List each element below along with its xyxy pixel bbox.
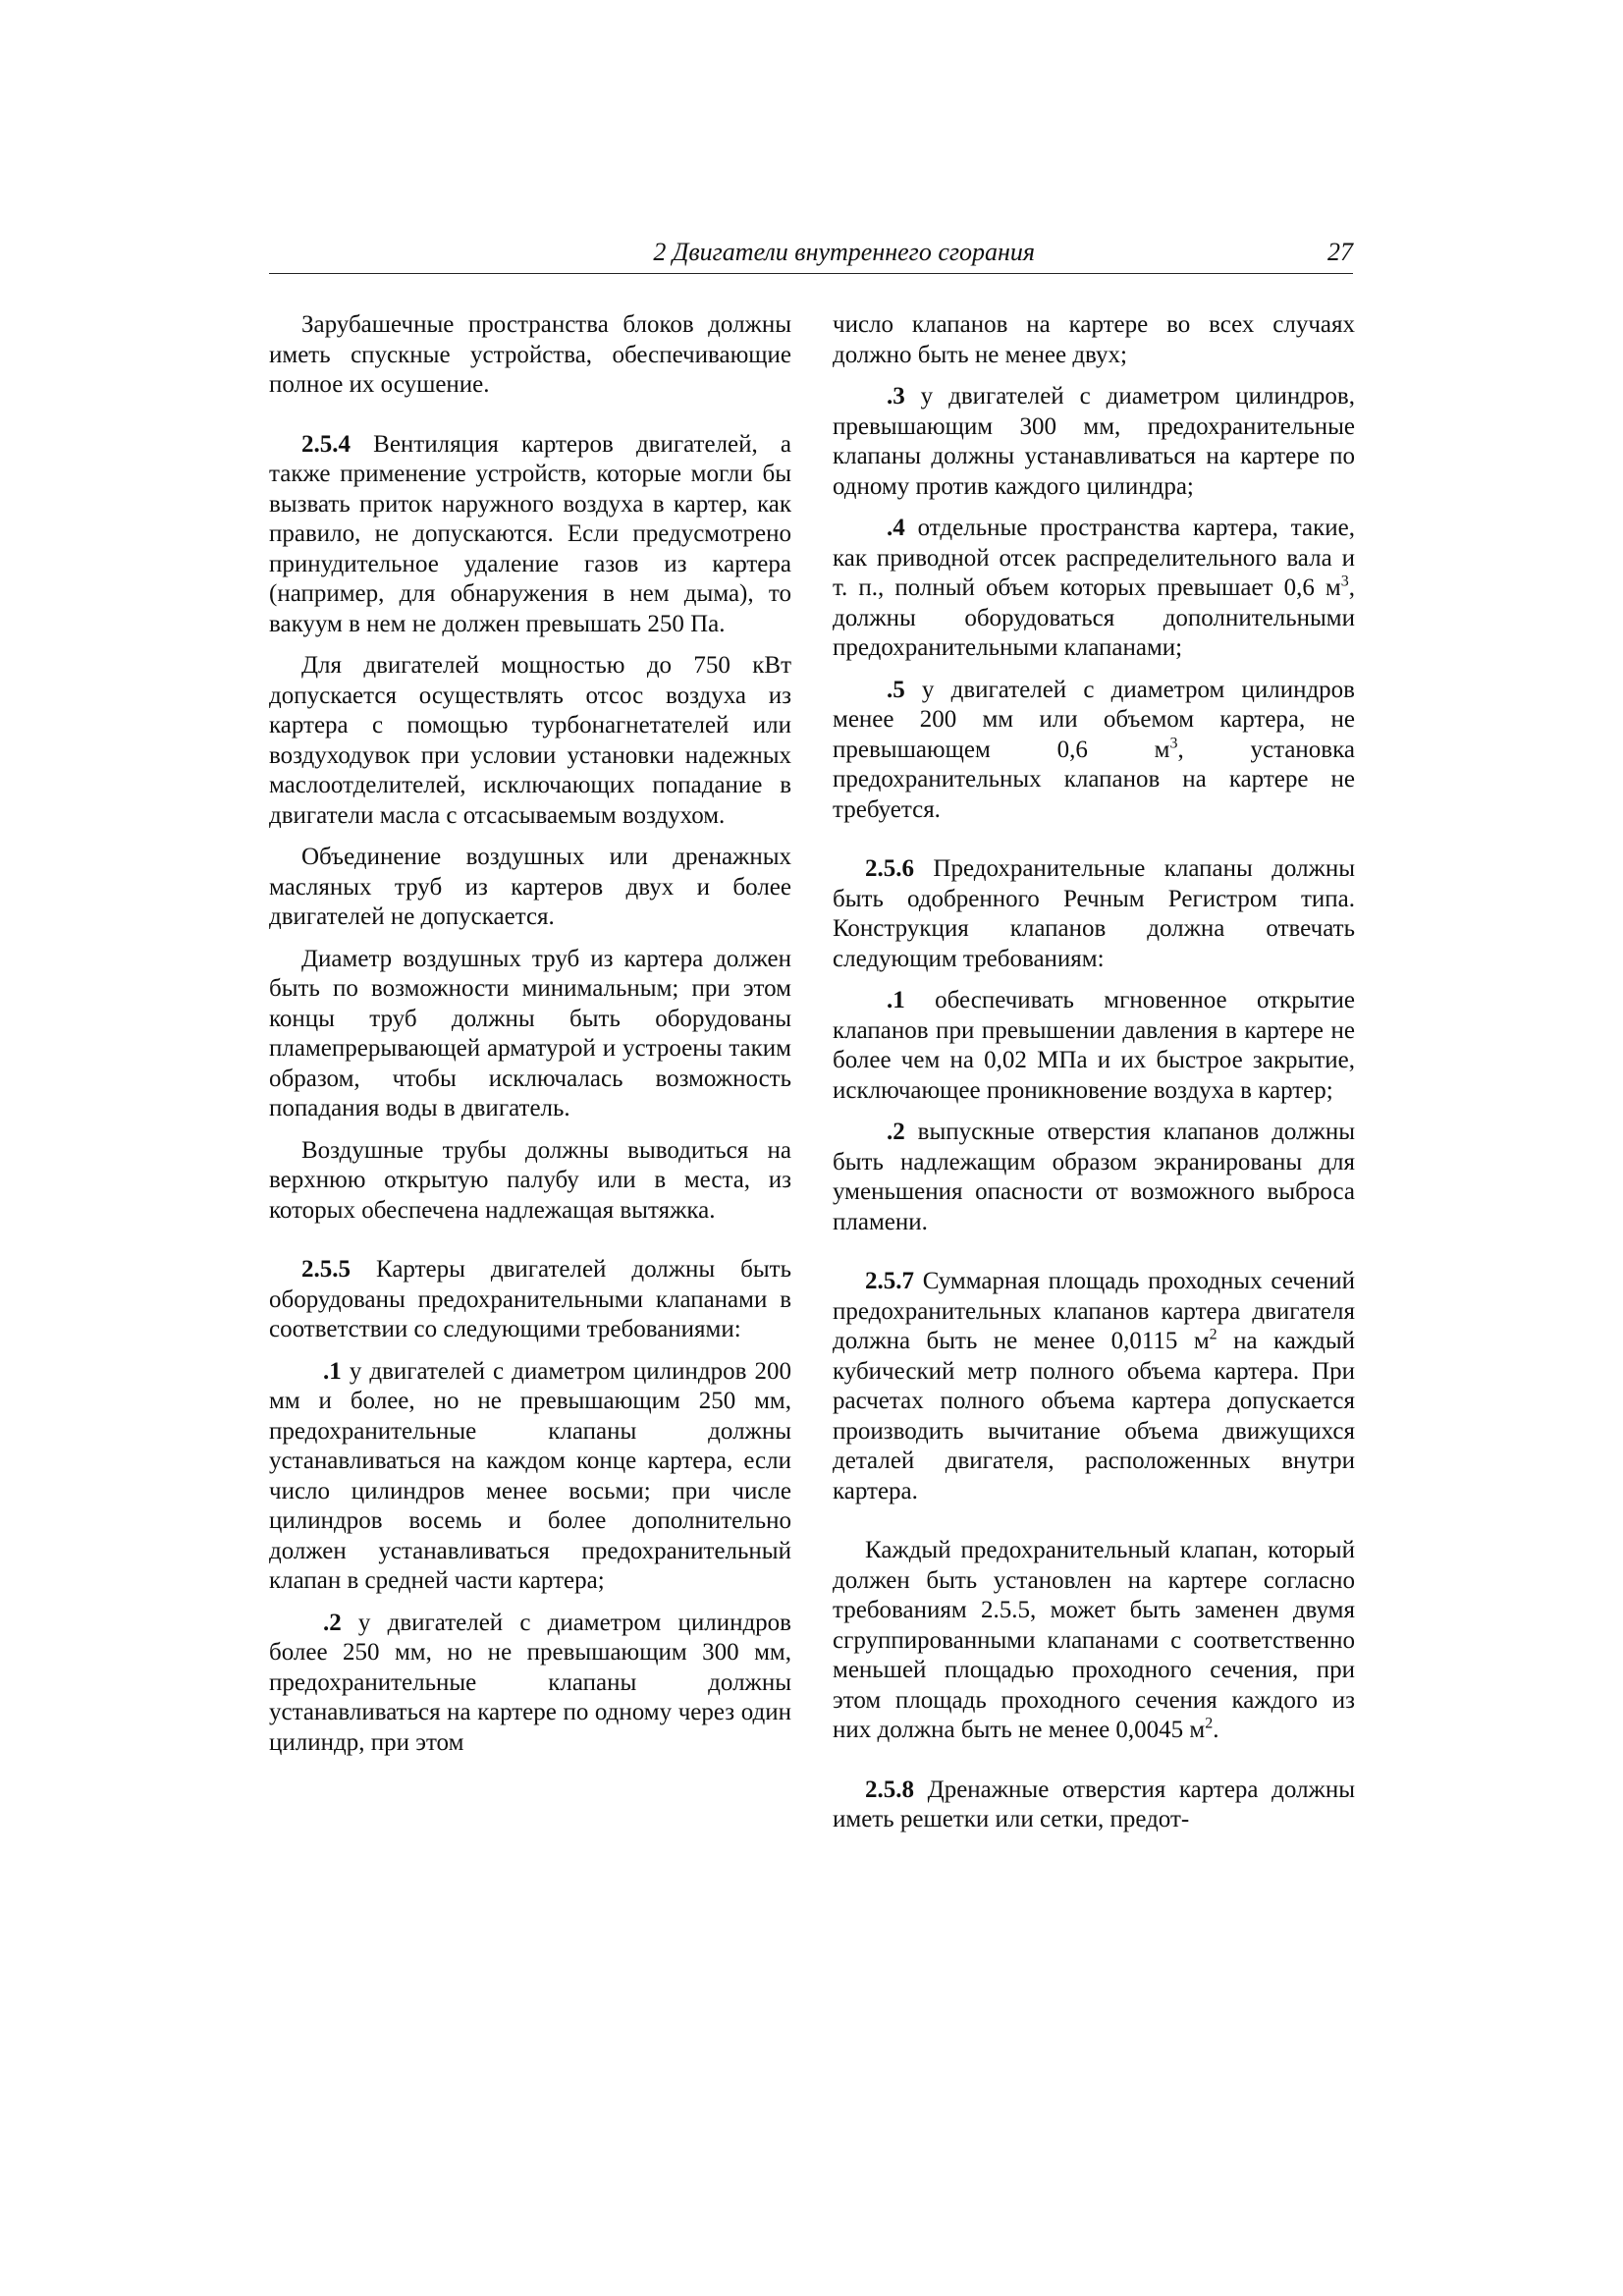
- item-number: .1: [323, 1357, 342, 1385]
- left-column: [269, 310, 791, 1770]
- clause-2-5-8: 2.5.8 Дренажные отверстия картера должны иметь решетки или сетки, предот-: [833, 1776, 1355, 1832]
- item-number: .1: [887, 987, 905, 1013]
- list-item: .2 у двигателей с диаметром цилиндров более 250 мм, но не превышающим 300 мм, предохранительные клапаны должны устанавливаться на картере по одному через один цилиндр, при этом: [269, 1609, 791, 1756]
- clause-2-5-4: 2.5.4 Вентиляция картеров двигателей, а также применение устройств, которые могли бы вызвать приток наружного воздуха в картер, как правило, не допускаются. Если предусмотрено принудительное удаление газов из картера (например, для обнаружения в нем дыма), то вакуум в нем не должен превышать 250 Па.: [269, 430, 791, 637]
- list-item: .5 у двигателей с диаметром цилиндров менее 200 мм или объемом картера, не превышающем 0,6 $м^3$, установка предохранительных клапанов на картере не требуется.: [833, 676, 1355, 823]
- list-item: .3 у двигателей с диаметром цилиндров, превышающим 300 мм, предохранительные клапаны должны устанавливаться на картере по одному против каждого цилиндра;: [833, 383, 1355, 500]
- list-item: .4 отдельные пространства картера, такие, как приводной отсек распределительного вала и т. п., полный объем которых превышает 0,6 $м^3$, должны оборудоваться дополнительными предохранительными клапанами;: [833, 515, 1356, 661]
- paragraph-continued: число клапанов на картере во всех случаях должно быть не менее двух;: [833, 311, 1355, 368]
- clause-number: 2.5.4: [301, 430, 351, 458]
- paragraph: Для двигателей мощностью до 750 кВт допускается осуществлять отсос воздуха из картера с помощью турбонагнетателей или воздуходувок при условии установки надежных маслоотделителей, исключающих попадание в двигатели масла с отсасываемым воздухом.: [269, 652, 791, 829]
- list-item: .2 выпускные отверстия клапанов должны быть надлежащим образом экранированы для уменьшения опасности от возможного выброса пламени.: [833, 1119, 1356, 1235]
- item-number: .5: [887, 676, 905, 703]
- clause-number: 2.5.5: [301, 1256, 351, 1283]
- paragraph: Объединение воздушных или дренажных масляных труб из картеров двух и более двигателей не допускается.: [269, 844, 791, 930]
- clause-2-5-6: 2.5.6 Предохранительные клапаны должны быть одобренного Речным Регистром типа. Конструкция клапанов должна отвечать следующим требованиям:: [833, 855, 1356, 972]
- item-number: .2: [887, 1119, 905, 1145]
- paragraph: Диаметр воздушных труб из картера должен быть по возможности минимальным; при этом концы труб должны быть оборудованы пламепрерывающей арматурой и устроены таким образом, чтобы исключалась возможность попадания воды в двигатель.: [269, 945, 791, 1121]
- clause-2-5-7: 2.5.7 Суммарная площадь проходных сечений предохранительных клапанов картера двигателя должна быть не менее 0,0115 $м^2$ на каждый кубический метр полного объема картера. При расчетах полного объема картера допускается производить вычитание объема движущихся деталей двигателя, расположенных внутри картера.: [833, 1268, 1355, 1504]
- item-number: .4: [887, 515, 905, 541]
- list-item: .1 обеспечивать мгновенное открытие клапанов при превышении давления в картере не более чем на 0,02 МПа и их быстрое закрытие, исключающее проникновение воздуха в картер;: [833, 987, 1355, 1104]
- list-item: .1 у двигателей с диаметром цилиндров 200 мм и более, но не превышающим 250 мм, предохранительные клапаны должны устанавливаться на каждом конце картера, если число цилиндров менее восьми; при числе цилиндров восемь и более дополнительно должен устанавливаться предохранительный клапан в средней части картера;: [269, 1357, 791, 1594]
- item-number: .3: [887, 383, 905, 410]
- running-header: [269, 234, 1353, 274]
- item-number: .2: [323, 1609, 342, 1636]
- clause-2-5-5: 2.5.5 Картеры двигателей должны быть оборудованы предохранительными клапанами в соответствии со следующими требованиями:: [269, 1256, 792, 1342]
- paragraph: Воздушные трубы должны выводиться на верхнюю открытую палубу или в места, из которых обеспечена надлежащая вытяжка.: [269, 1136, 791, 1224]
- paragraph: Зарубашечные пространства блоков должны иметь спускные устройства, обеспечивающие полное их осушение.: [269, 311, 791, 398]
- clause-number: 2.5.8: [865, 1776, 914, 1803]
- page-number: 27: [1327, 238, 1353, 266]
- chapter-title: 2 Двигатели внутреннего сгорания: [653, 238, 1035, 266]
- clause-number: 2.5.6: [865, 855, 914, 882]
- paragraph: Каждый предохранительный клапан, который должен быть установлен на картере согласно требованиям 2.5.5, может быть заменен двумя сгруппированными клапанами с соответственно меньшей площадью проходного сечения, при этом площадь проходного сечения каждого из них должна быть не менее 0,0045 $м^2$.: [833, 1537, 1355, 1743]
- right-column: [833, 310, 1355, 1847]
- clause-number: 2.5.7: [865, 1268, 914, 1294]
